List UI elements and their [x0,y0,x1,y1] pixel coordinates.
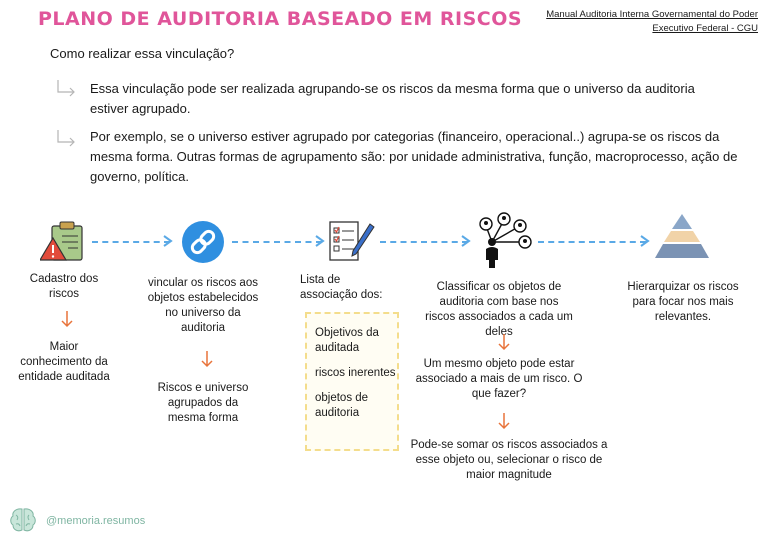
source-line-2[interactable]: Executivo Federal - CGU [652,23,758,34]
connector-arrowhead [461,235,471,247]
down-arrow-icon [61,310,73,328]
risk-clipboard-icon [40,220,90,262]
page-title: PLANO DE AUDITORIA BASEADO EM RISCOS [38,8,523,30]
list-item-riscos: riscos inerentes [315,367,396,379]
step1-result: Maior conhecimento da entidade auditada [18,341,110,383]
step5-label: Hierarquizar os riscos para focar nos mais relevantes. [627,281,739,323]
list-item-objetos: objetos de auditoria [315,392,369,419]
source-reference[interactable] [546,8,758,36]
association-list-box [305,312,399,451]
step2-label: vincular os riscos aos objetos estabelecidos no universo da auditoria [147,277,259,334]
pyramid-icon [654,212,710,264]
step4-question: Um mesmo objeto pode estar associado a mais de um risco. O que fazer? [415,358,583,400]
intro-question: Como realizar essa vinculação? [50,46,235,61]
down-arrow-icon [498,333,510,351]
down-arrow-icon [498,412,510,430]
paragraph-1: Essa vinculação pode ser realizada agrupando-se os riscos da mesma forma que o universo da auditoria estiver agrupado. [90,81,695,116]
flow-connector [92,241,170,243]
footer-handle[interactable]: @memoria.resumos [46,515,146,527]
list-item-objetivos: Objetivos da auditada [315,327,379,354]
flow-connector [538,241,646,243]
step1-label: Cadastro dos riscos [29,273,99,300]
connector-arrowhead [163,235,173,247]
connector-arrowhead [640,235,650,247]
turn-arrow-icon [55,78,77,100]
checklist-icon [326,218,376,264]
brain-icon [8,506,38,534]
link-icon [181,220,225,264]
turn-arrow-icon [55,128,77,150]
step3-label: Lista de associação dos: [300,274,383,301]
flow-connector [232,241,322,243]
paragraph-2: Por exemplo, se o universo estiver agrupado por categorias (financeiro, operacional..) agrupa-se os riscos da mesma forma. Outras formas de agrupamento são: por unidade administrativa, função, macroprocesso, ação de governo, política. [90,129,738,184]
network-people-icon [476,212,534,270]
source-line-1[interactable]: Manual Auditoria Interna Governamental do Poder [546,9,758,20]
down-arrow-icon [201,350,213,368]
step4-answer: Pode-se somar os riscos associados a esse objeto ou, selecionar o risco de maior magnitude [410,439,608,481]
step4-label: Classificar os objetos de auditoria com base nos riscos associados a cada um deles [425,281,573,338]
step2-result: Riscos e universo agrupados da mesma forma [157,382,249,424]
connector-arrowhead [315,235,325,247]
flow-connector [380,241,468,243]
